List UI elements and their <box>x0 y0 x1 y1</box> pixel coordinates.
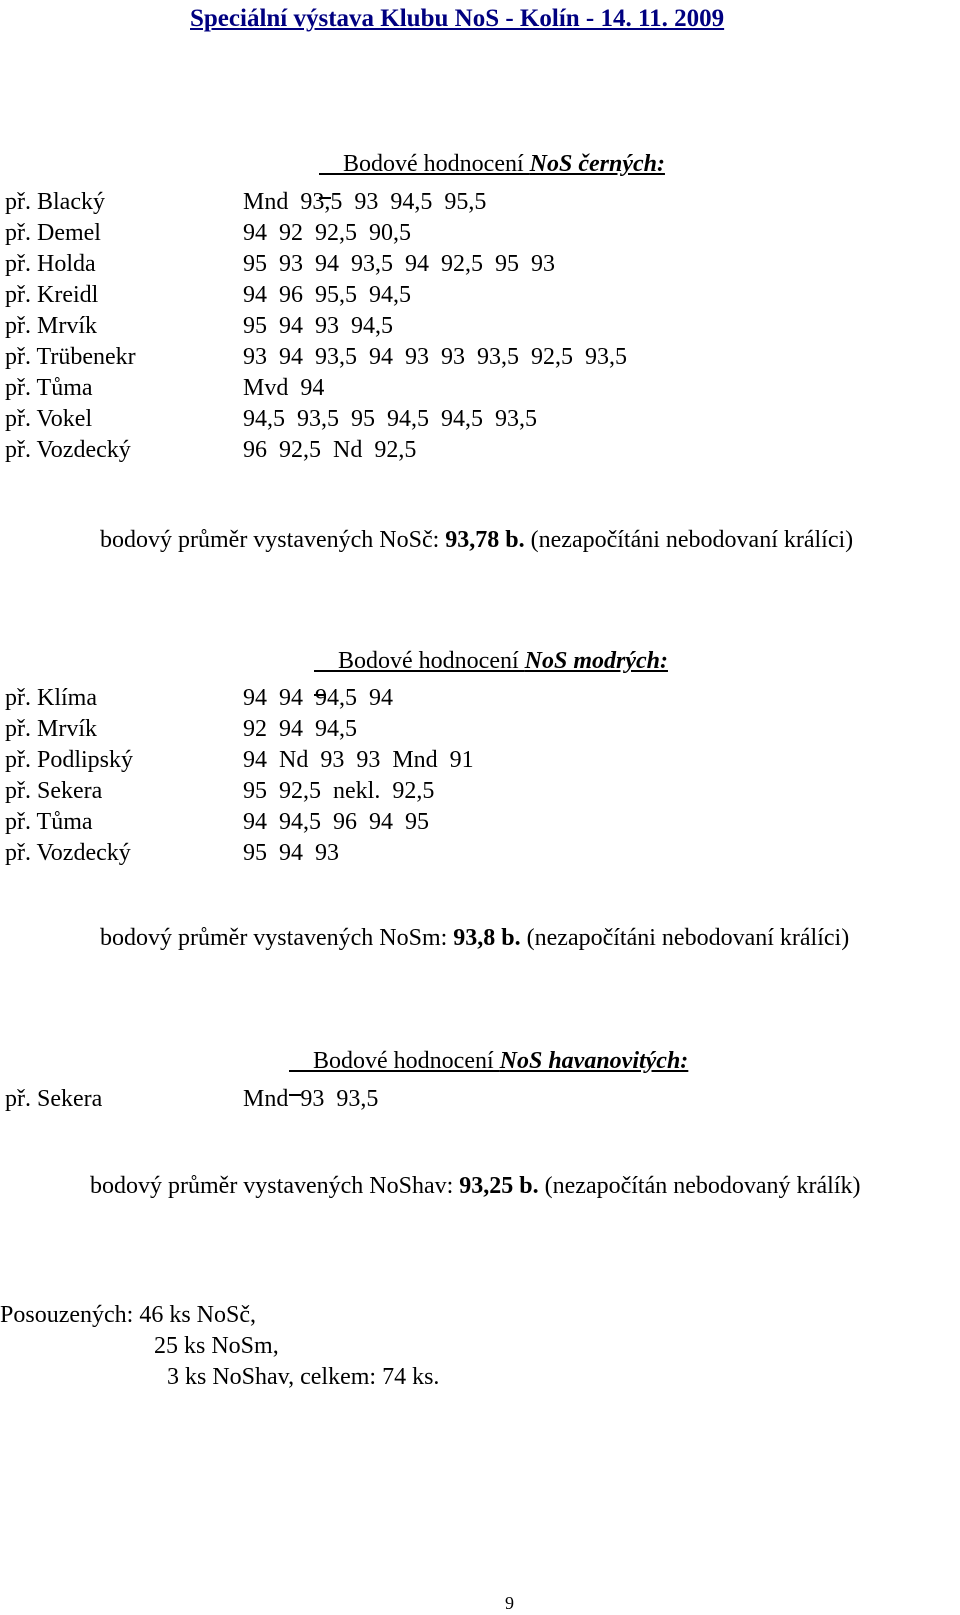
breeder-scores: 95 94 93 <box>243 840 339 866</box>
breeder-name: př. Sekera <box>5 1086 103 1112</box>
breeder-scores: 96 92,5 Nd 92,5 <box>243 437 417 463</box>
breeder-scores: 93 94 93,5 94 93 93 93,5 92,5 93,5 <box>243 344 627 370</box>
breeder-scores: 92 94 94,5 <box>243 716 357 742</box>
summary-label: bodový průměr vystavených NoSč: <box>100 527 446 553</box>
page-title: Speciální výstava Klubu NoS - Kolín - 14. 11. 2009 <box>190 5 725 32</box>
breeder-scores: 94 92 92,5 90,5 <box>243 220 411 246</box>
breeder-scores: 94,5 93,5 95 94,5 94,5 93,5 <box>243 406 537 432</box>
heading-prefix: Bodové hodnocení <box>343 151 530 177</box>
breeder-scores: 95 92,5 nekl. 92,5 <box>243 778 435 804</box>
breeder-scores: 94 94,5 96 94 95 <box>243 809 429 835</box>
page-number: 9 <box>505 1593 514 1613</box>
heading-breed: NoS černých: <box>529 151 665 177</box>
summary-value: 93,78 b. <box>445 527 525 553</box>
breeder-scores: Mnd 93 93,5 <box>243 1086 379 1112</box>
breeder-scores: 95 93 94 93,5 94 92,5 95 93 <box>243 251 555 277</box>
summary-note: (nezapočítán nebodovaný králík) <box>538 1173 861 1199</box>
breeder-name: př. Trübenekr <box>5 344 136 370</box>
section-summary-black <box>76 504 853 576</box>
totals-line-2: 25 ks NoSm, <box>154 1333 279 1359</box>
breeder-name: př. Klíma <box>5 685 97 711</box>
heading-prefix: Bodové hodnocení <box>313 1048 500 1074</box>
breeder-name: př. Sekera <box>5 778 103 804</box>
breeder-name: př. Mrvík <box>5 716 97 742</box>
breeder-name: př. Mrvík <box>5 313 97 339</box>
breeder-scores: Mnd 93,5 93 94,5 95,5 <box>243 189 487 215</box>
breeder-scores: 94 96 95,5 94,5 <box>243 282 411 308</box>
summary-label: bodový průměr vystavených NoShav: <box>90 1173 460 1199</box>
heading-breed: NoS havanovitých: <box>499 1048 689 1074</box>
breeder-name: př. Vokel <box>5 406 93 432</box>
breeder-name: př. Vozdecký <box>5 840 131 866</box>
breeder-name: př. Kreidl <box>5 282 99 308</box>
summary-value: 93,25 b. <box>459 1173 539 1199</box>
totals-line-3: 3 ks NoShav, celkem: 74 ks. <box>167 1364 440 1390</box>
breeder-name: př. Blacký <box>5 189 105 215</box>
totals-line-1: Posouzených: 46 ks NoSč, <box>0 1302 256 1328</box>
summary-note: (nezapočítáni nebodovaní králíci) <box>520 925 850 951</box>
summary-note: (nezapočítáni nebodovaní králíci) <box>524 527 854 553</box>
breeder-scores: 95 94 93 94,5 <box>243 313 393 339</box>
breeder-scores: 94 Nd 93 93 Mnd 91 <box>243 747 474 773</box>
summary-label: bodový průměr vystavených NoSm: <box>100 925 454 951</box>
heading-prefix: Bodové hodnocení <box>338 648 525 674</box>
heading-breed: NoS modrých: <box>524 648 668 674</box>
breeder-name: př. Tůma <box>5 809 93 835</box>
breeder-name: př. Demel <box>5 220 101 246</box>
breeder-scores: Mvd 94 <box>243 375 325 401</box>
section-summary-blue <box>76 902 849 974</box>
breeder-name: př. Holda <box>5 251 96 277</box>
breeder-name: př. Vozdecký <box>5 437 131 463</box>
breeder-scores: 94 94 94,5 94 <box>243 685 393 711</box>
breeder-name: př. Podlipský <box>5 747 134 773</box>
summary-value: 93,8 b. <box>453 925 521 951</box>
breeder-name: př. Tůma <box>5 375 93 401</box>
section-summary-havana <box>66 1150 861 1222</box>
